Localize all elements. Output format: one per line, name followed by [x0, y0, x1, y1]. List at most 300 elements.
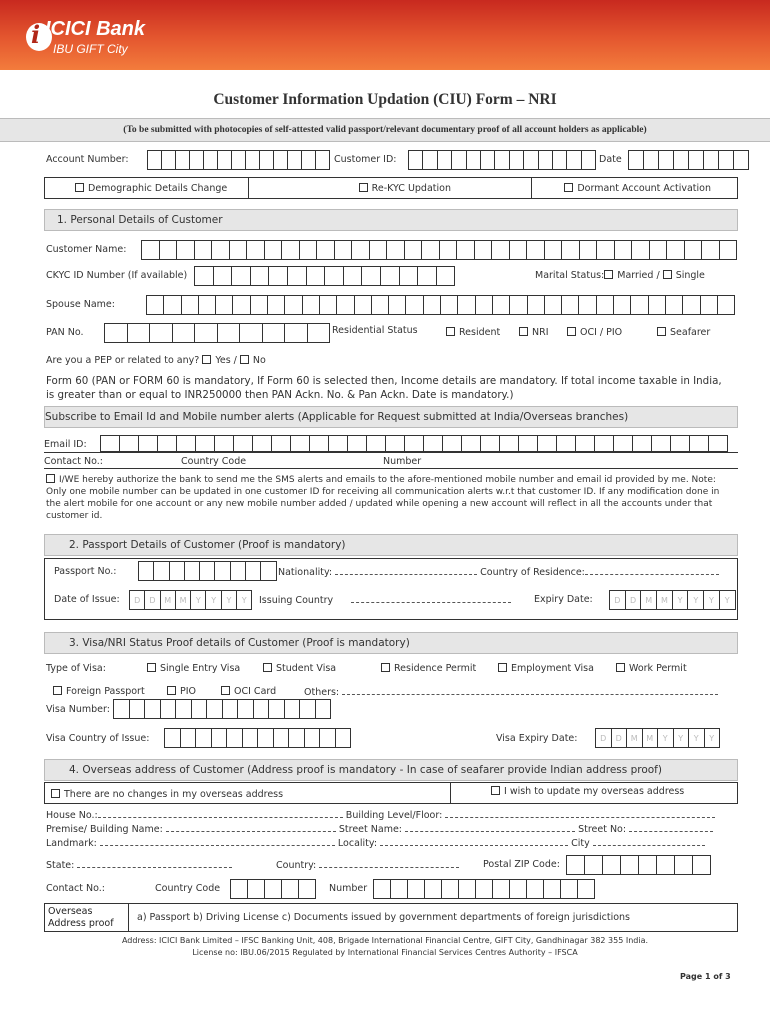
char-box[interactable] — [614, 435, 633, 452]
char-box[interactable] — [258, 728, 274, 748]
char-box[interactable] — [562, 295, 579, 315]
char-box[interactable] — [685, 240, 703, 260]
issuing-country-input[interactable] — [351, 594, 511, 603]
char-box[interactable] — [251, 266, 270, 286]
char-box[interactable] — [246, 150, 260, 170]
email-input[interactable] — [100, 435, 728, 452]
premise-input[interactable] — [166, 823, 336, 832]
char-box[interactable] — [442, 879, 459, 899]
char-box[interactable] — [387, 240, 405, 260]
char-box[interactable] — [675, 855, 693, 875]
res-resident[interactable] — [446, 327, 500, 338]
char-box[interactable] — [190, 150, 204, 170]
char-box[interactable] — [158, 435, 177, 452]
checkbox[interactable] — [53, 686, 62, 695]
char-box[interactable] — [545, 240, 563, 260]
char-box[interactable] — [425, 879, 442, 899]
char-box[interactable] — [316, 699, 332, 719]
char-box[interactable] — [160, 240, 178, 260]
char-box[interactable] — [261, 561, 276, 581]
country-code-input[interactable] — [230, 879, 316, 899]
char-box[interactable] — [232, 266, 251, 286]
char-box[interactable] — [443, 435, 462, 452]
char-box[interactable] — [265, 240, 283, 260]
update-address-option[interactable] — [451, 783, 684, 803]
char-box[interactable] — [105, 323, 128, 343]
street-no-input[interactable] — [629, 823, 713, 832]
char-box[interactable] — [176, 699, 192, 719]
char-box[interactable] — [355, 295, 372, 315]
char-box[interactable] — [437, 266, 456, 286]
char-box[interactable] — [557, 435, 576, 452]
char-box[interactable] — [147, 295, 164, 315]
char-box[interactable] — [282, 240, 300, 260]
char-box[interactable] — [467, 150, 481, 170]
nationality-input[interactable] — [335, 566, 477, 575]
customer-name-input[interactable] — [141, 240, 737, 260]
char-box[interactable] — [734, 150, 749, 170]
char-box[interactable] — [251, 295, 268, 315]
char-box[interactable] — [544, 879, 561, 899]
visa-country-input[interactable] — [164, 728, 351, 748]
checkbox[interactable] — [263, 663, 272, 672]
char-box[interactable] — [683, 295, 700, 315]
char-box[interactable] — [400, 266, 419, 286]
char-box[interactable] — [348, 435, 367, 452]
char-box[interactable] — [299, 879, 316, 899]
checkbox[interactable] — [498, 663, 507, 672]
char-box[interactable] — [597, 240, 615, 260]
char-box[interactable] — [423, 150, 437, 170]
char-box[interactable] — [128, 323, 151, 343]
country-input[interactable] — [319, 859, 459, 868]
char-box[interactable] — [652, 435, 671, 452]
char-box[interactable]: Y — [191, 590, 206, 610]
street-name-input[interactable] — [405, 823, 575, 832]
char-box[interactable] — [308, 323, 331, 343]
char-box[interactable] — [195, 323, 218, 343]
char-box[interactable] — [130, 699, 146, 719]
char-box[interactable] — [567, 150, 581, 170]
char-box[interactable] — [307, 266, 326, 286]
char-box[interactable] — [424, 295, 441, 315]
char-box[interactable] — [595, 435, 614, 452]
char-box[interactable] — [269, 699, 285, 719]
char-box[interactable] — [218, 150, 232, 170]
char-box[interactable] — [302, 150, 316, 170]
char-box[interactable] — [199, 295, 216, 315]
char-box[interactable] — [579, 295, 596, 315]
date-input[interactable] — [628, 150, 749, 170]
ckyc-input[interactable] — [194, 266, 455, 286]
checkbox[interactable] — [446, 327, 455, 336]
char-box[interactable] — [254, 699, 270, 719]
char-box[interactable] — [282, 879, 299, 899]
char-box[interactable] — [582, 150, 596, 170]
char-box[interactable] — [101, 435, 120, 452]
char-box[interactable] — [475, 240, 493, 260]
char-box[interactable] — [524, 150, 538, 170]
customer-id-input[interactable] — [408, 150, 596, 170]
char-box[interactable] — [176, 150, 190, 170]
char-box[interactable] — [720, 240, 738, 260]
char-box[interactable] — [702, 240, 720, 260]
checkbox[interactable] — [616, 663, 625, 672]
char-box[interactable] — [409, 150, 423, 170]
res-seafarer[interactable] — [657, 327, 710, 338]
char-box[interactable] — [704, 150, 719, 170]
expiry-input[interactable] — [609, 590, 736, 610]
char-box[interactable] — [139, 561, 154, 581]
char-box[interactable] — [274, 728, 290, 748]
checkbox[interactable] — [519, 327, 528, 336]
char-box[interactable] — [196, 728, 212, 748]
char-box[interactable] — [238, 699, 254, 719]
char-box[interactable] — [386, 435, 405, 452]
char-box[interactable]: Y — [206, 590, 221, 610]
char-box[interactable] — [719, 150, 734, 170]
char-box[interactable] — [561, 879, 578, 899]
char-box[interactable] — [195, 266, 214, 286]
single-checkbox[interactable] — [663, 270, 672, 279]
char-box[interactable] — [650, 240, 668, 260]
char-box[interactable] — [139, 435, 158, 452]
char-box[interactable] — [234, 435, 253, 452]
visa-oci[interactable] — [221, 686, 276, 697]
char-box[interactable] — [120, 435, 139, 452]
char-box[interactable]: Y — [704, 590, 720, 610]
checkbox[interactable] — [381, 663, 390, 672]
char-box[interactable] — [240, 323, 263, 343]
char-box[interactable] — [247, 240, 265, 260]
char-box[interactable]: Y — [237, 590, 252, 610]
char-box[interactable] — [510, 295, 527, 315]
char-box[interactable] — [462, 435, 481, 452]
char-box[interactable] — [246, 561, 261, 581]
char-box[interactable] — [214, 266, 233, 286]
char-box[interactable] — [458, 295, 475, 315]
visa-work[interactable] — [616, 663, 687, 674]
char-box[interactable] — [204, 150, 218, 170]
char-box[interactable] — [424, 435, 443, 452]
char-box[interactable] — [481, 150, 495, 170]
char-box[interactable] — [649, 295, 666, 315]
visa-expiry-input[interactable] — [595, 728, 720, 748]
char-box[interactable] — [248, 879, 265, 899]
char-box[interactable] — [389, 295, 406, 315]
no-change-option[interactable] — [45, 783, 451, 803]
checkbox[interactable] — [147, 663, 156, 672]
checkbox[interactable] — [221, 686, 230, 695]
char-box[interactable] — [657, 855, 675, 875]
char-box[interactable] — [289, 728, 305, 748]
char-box[interactable] — [367, 435, 386, 452]
char-box[interactable] — [215, 561, 230, 581]
char-box[interactable]: Y — [673, 590, 689, 610]
char-box[interactable] — [615, 240, 633, 260]
char-box[interactable]: Y — [674, 728, 690, 748]
visa-pio[interactable] — [167, 686, 196, 697]
char-box[interactable] — [614, 295, 631, 315]
char-box[interactable] — [145, 699, 161, 719]
char-box[interactable] — [438, 150, 452, 170]
char-box[interactable]: D — [596, 728, 612, 748]
char-box[interactable] — [161, 699, 177, 719]
char-box[interactable] — [300, 240, 318, 260]
char-box[interactable] — [567, 855, 585, 875]
char-box[interactable]: M — [176, 590, 191, 610]
char-box[interactable]: D — [626, 590, 642, 610]
char-box[interactable] — [709, 435, 728, 452]
char-box[interactable] — [562, 240, 580, 260]
visa-single-entry[interactable] — [147, 663, 240, 674]
char-box[interactable] — [288, 150, 302, 170]
char-box[interactable] — [538, 435, 557, 452]
char-box[interactable] — [690, 435, 709, 452]
char-box[interactable] — [231, 879, 248, 899]
visa-foreign-passport[interactable] — [53, 686, 145, 697]
locality-input[interactable] — [380, 837, 568, 846]
char-box[interactable] — [207, 699, 223, 719]
char-box[interactable] — [162, 150, 176, 170]
res-nri[interactable] — [519, 327, 549, 338]
char-box[interactable] — [362, 266, 381, 286]
char-box[interactable] — [288, 266, 307, 286]
consent-checkbox[interactable] — [46, 474, 55, 483]
char-box[interactable]: D — [612, 728, 628, 748]
state-input[interactable] — [77, 859, 232, 868]
char-box[interactable] — [344, 266, 363, 286]
char-box[interactable] — [418, 266, 437, 286]
char-box[interactable] — [316, 150, 330, 170]
char-box[interactable] — [441, 295, 458, 315]
char-box[interactable] — [329, 435, 348, 452]
house-input[interactable] — [98, 809, 343, 818]
char-box[interactable] — [457, 240, 475, 260]
char-box[interactable]: M — [657, 590, 673, 610]
char-box[interactable] — [170, 561, 185, 581]
char-box[interactable] — [422, 240, 440, 260]
char-box[interactable]: D — [145, 590, 160, 610]
checkbox[interactable] — [75, 183, 84, 192]
country-residence-input[interactable] — [585, 566, 719, 575]
char-box[interactable] — [177, 435, 196, 452]
char-box[interactable] — [603, 855, 621, 875]
visa-student[interactable] — [263, 663, 336, 674]
char-box[interactable] — [320, 728, 336, 748]
city-input[interactable] — [593, 837, 705, 846]
char-box[interactable] — [631, 295, 648, 315]
char-box[interactable]: Y — [720, 590, 736, 610]
char-box[interactable] — [372, 295, 389, 315]
option-rekyc[interactable] — [249, 178, 533, 198]
char-box[interactable]: Y — [222, 590, 237, 610]
char-box[interactable] — [633, 435, 652, 452]
char-box[interactable] — [285, 295, 302, 315]
char-box[interactable] — [629, 150, 644, 170]
char-box[interactable] — [274, 150, 288, 170]
char-box[interactable]: M — [641, 590, 657, 610]
char-box[interactable] — [576, 435, 595, 452]
char-box[interactable] — [510, 879, 527, 899]
char-box[interactable] — [216, 295, 233, 315]
char-box[interactable] — [659, 150, 674, 170]
char-box[interactable] — [269, 266, 288, 286]
char-box[interactable] — [218, 323, 241, 343]
char-box[interactable] — [325, 266, 344, 286]
char-box[interactable] — [265, 879, 282, 899]
char-box[interactable] — [553, 150, 567, 170]
char-box[interactable]: M — [627, 728, 643, 748]
char-box[interactable] — [260, 150, 274, 170]
char-box[interactable] — [639, 855, 657, 875]
option-dormant[interactable] — [532, 178, 737, 198]
char-box[interactable] — [164, 295, 181, 315]
char-box[interactable] — [374, 879, 391, 899]
char-box[interactable] — [500, 435, 519, 452]
char-box[interactable] — [300, 699, 316, 719]
pep-yes-checkbox[interactable] — [202, 355, 211, 364]
res-oci[interactable] — [567, 327, 622, 338]
char-box[interactable] — [268, 295, 285, 315]
date-issue-input[interactable] — [129, 590, 252, 610]
char-box[interactable] — [148, 150, 162, 170]
char-box[interactable] — [320, 295, 337, 315]
checkbox[interactable] — [491, 786, 500, 795]
char-box[interactable] — [263, 323, 286, 343]
char-box[interactable] — [539, 150, 553, 170]
visa-employment[interactable] — [498, 663, 594, 674]
char-box[interactable] — [285, 323, 308, 343]
char-box[interactable] — [621, 855, 639, 875]
char-box[interactable]: Y — [688, 590, 704, 610]
char-box[interactable] — [510, 150, 524, 170]
char-box[interactable] — [196, 435, 215, 452]
char-box[interactable] — [674, 150, 689, 170]
char-box[interactable]: D — [130, 590, 145, 610]
checkbox[interactable] — [564, 183, 573, 192]
char-box[interactable] — [519, 435, 538, 452]
char-box[interactable] — [310, 435, 329, 452]
char-box[interactable] — [578, 879, 595, 899]
char-box[interactable] — [671, 435, 690, 452]
spouse-input[interactable] — [146, 295, 735, 315]
char-box[interactable] — [142, 240, 160, 260]
char-box[interactable] — [215, 435, 234, 452]
char-box[interactable] — [336, 728, 352, 748]
char-box[interactable] — [476, 879, 493, 899]
char-box[interactable] — [693, 855, 711, 875]
char-box[interactable] — [370, 240, 388, 260]
char-box[interactable] — [272, 435, 291, 452]
option-demographic[interactable] — [45, 178, 249, 198]
char-box[interactable] — [285, 699, 301, 719]
char-box[interactable] — [200, 561, 215, 581]
char-box[interactable]: Y — [658, 728, 674, 748]
checkbox[interactable] — [657, 327, 666, 336]
char-box[interactable] — [182, 295, 199, 315]
checkbox[interactable] — [359, 183, 368, 192]
char-box[interactable] — [212, 240, 230, 260]
char-box[interactable] — [527, 879, 544, 899]
char-box[interactable] — [181, 728, 197, 748]
char-box[interactable] — [337, 295, 354, 315]
char-box[interactable] — [406, 295, 423, 315]
char-box[interactable] — [223, 699, 239, 719]
char-box[interactable] — [243, 728, 259, 748]
char-box[interactable] — [114, 699, 130, 719]
char-box[interactable] — [667, 240, 685, 260]
char-box[interactable] — [405, 240, 423, 260]
checkbox[interactable] — [167, 686, 176, 695]
char-box[interactable] — [335, 240, 353, 260]
char-box[interactable] — [391, 879, 408, 899]
char-box[interactable]: M — [161, 590, 176, 610]
char-box[interactable]: D — [610, 590, 626, 610]
passport-no-input[interactable] — [138, 561, 277, 581]
char-box[interactable] — [381, 266, 400, 286]
others-input[interactable] — [342, 686, 718, 695]
char-box[interactable] — [154, 561, 169, 581]
char-box[interactable]: M — [643, 728, 659, 748]
account-number-input[interactable] — [147, 150, 330, 170]
char-box[interactable] — [476, 295, 493, 315]
char-box[interactable] — [227, 728, 243, 748]
checkbox[interactable] — [567, 327, 576, 336]
char-box[interactable] — [195, 240, 213, 260]
char-box[interactable] — [232, 150, 246, 170]
char-box[interactable] — [233, 295, 250, 315]
char-box[interactable] — [459, 879, 476, 899]
char-box[interactable] — [177, 240, 195, 260]
char-box[interactable] — [231, 561, 246, 581]
contact-number-input[interactable] — [373, 879, 595, 899]
char-box[interactable] — [452, 150, 466, 170]
visa-residence[interactable] — [381, 663, 476, 674]
char-box[interactable] — [632, 240, 650, 260]
char-box[interactable] — [405, 435, 424, 452]
char-box[interactable] — [305, 728, 321, 748]
char-box[interactable] — [545, 295, 562, 315]
char-box[interactable] — [528, 295, 545, 315]
char-box[interactable] — [527, 240, 545, 260]
char-box[interactable] — [173, 323, 196, 343]
char-box[interactable] — [352, 240, 370, 260]
char-box[interactable] — [495, 150, 509, 170]
char-box[interactable] — [493, 879, 510, 899]
char-box[interactable] — [585, 855, 603, 875]
char-box[interactable] — [192, 699, 208, 719]
checkbox[interactable] — [51, 789, 60, 798]
char-box[interactable] — [440, 240, 458, 260]
char-box[interactable] — [492, 240, 510, 260]
char-box[interactable] — [493, 295, 510, 315]
char-box[interactable] — [212, 728, 228, 748]
char-box[interactable] — [253, 435, 272, 452]
char-box[interactable] — [666, 295, 683, 315]
char-box[interactable] — [718, 295, 735, 315]
char-box[interactable] — [689, 150, 704, 170]
visa-number-input[interactable] — [113, 699, 331, 719]
char-box[interactable] — [644, 150, 659, 170]
char-box[interactable]: Y — [689, 728, 705, 748]
landmark-input[interactable] — [100, 837, 335, 846]
char-box[interactable] — [317, 240, 335, 260]
pep-no-checkbox[interactable] — [240, 355, 249, 364]
char-box[interactable] — [408, 879, 425, 899]
char-box[interactable]: Y — [705, 728, 721, 748]
char-box[interactable] — [580, 240, 598, 260]
